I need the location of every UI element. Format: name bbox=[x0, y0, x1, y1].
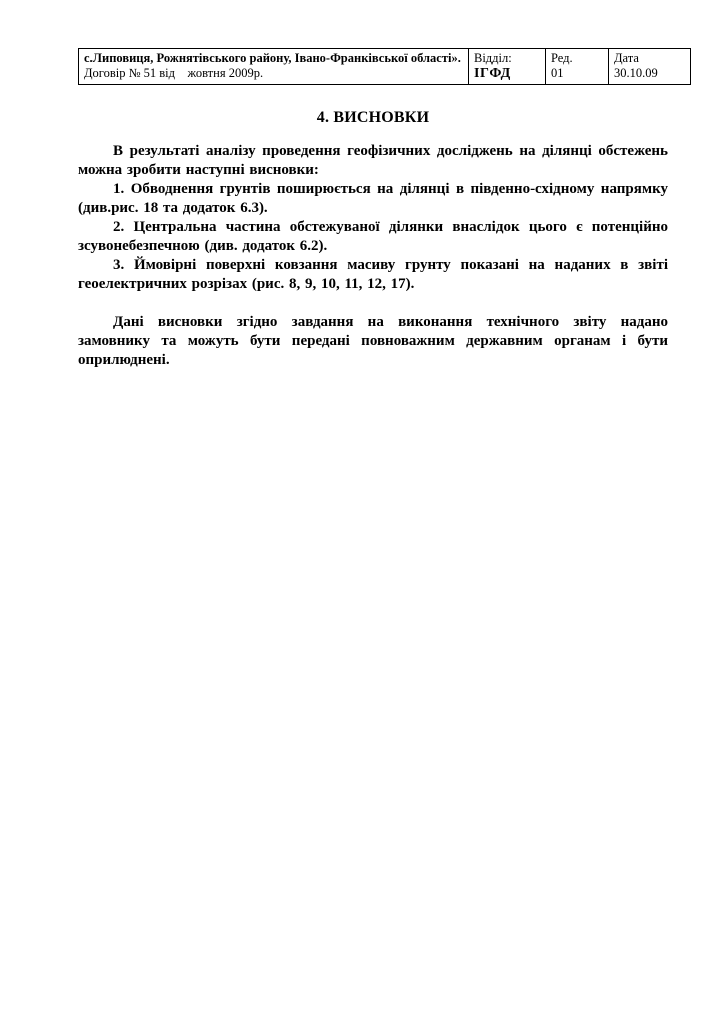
date-value: 30.10.09 bbox=[614, 66, 658, 80]
intro-paragraph: В результаті аналізу проведення геофізичних досліджень на ділянці обстежень можна зробити наступні висновки: bbox=[78, 143, 668, 178]
contract-number-text: Договір № 51 від жовтня 2009р. bbox=[84, 66, 264, 80]
document-header-table bbox=[78, 48, 691, 85]
conclusion-item-2: 2. Центральна частина обстежуваної ділянки внаслідок цього є потенційно зсувонебезпечною (див. додаток 6.2). bbox=[78, 219, 668, 254]
project-cell bbox=[79, 49, 469, 85]
project-location-text: с.Липовиця, Рожнятівського району, Івано-Франківської області». bbox=[84, 51, 461, 65]
revision-value: 01 bbox=[551, 66, 564, 80]
date-cell bbox=[609, 49, 691, 85]
date-label: Дата bbox=[614, 51, 639, 65]
header-row bbox=[79, 49, 691, 85]
revision-label: Ред. bbox=[551, 51, 573, 65]
document-body bbox=[78, 108, 668, 370]
conclusion-item-3: 3. Ймовірні поверхні ковзання масиву грунту показані на наданих в звіті геоелектричних розрізах (рис. 8, 9, 10, 11, 12, 17). bbox=[78, 257, 668, 292]
department-label: Відділ: bbox=[474, 51, 512, 65]
revision-cell bbox=[546, 49, 609, 85]
closing-paragraph: Дані висновки згідно завдання на виконання технічного звіту надано замовнику та можуть бути передані повноважним державним органам і бути оприлюднені. bbox=[78, 314, 668, 368]
department-cell bbox=[469, 49, 546, 85]
department-value: ІГФД bbox=[474, 66, 511, 81]
section-title: 4. ВИСНОВКИ bbox=[316, 109, 430, 126]
conclusion-item-1: 1. Обводнення грунтів поширюється на ділянці в південно-східному напрямку (див.рис. 18 та додаток 6.3). bbox=[78, 181, 668, 216]
